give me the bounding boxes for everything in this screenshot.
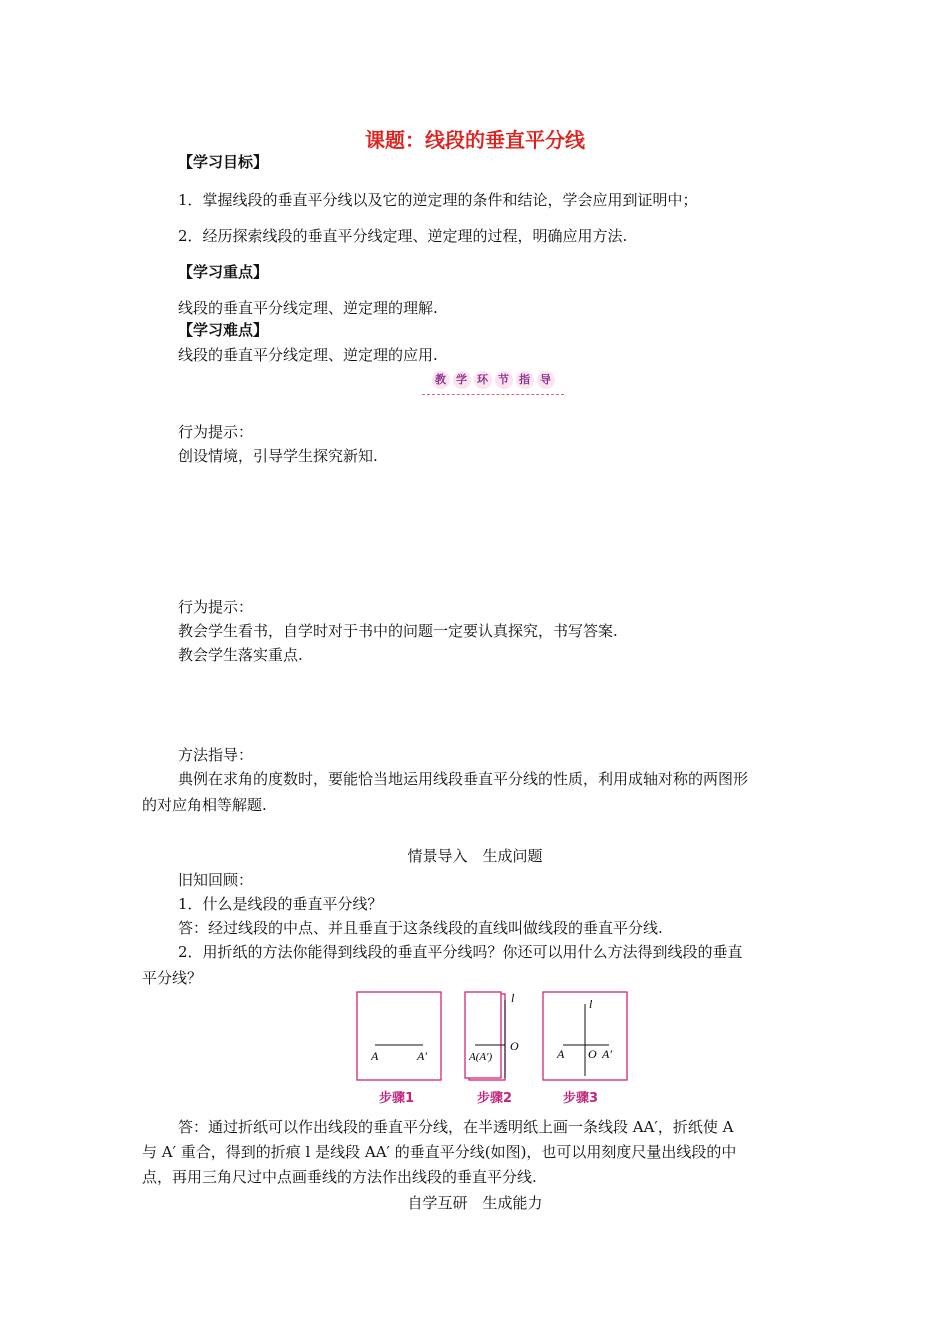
banner-char: 导 [537,371,555,389]
focus-header: 【学习重点】 [178,263,269,281]
step2-caption: 步骤2 [477,1091,513,1106]
goals-header: 【学习目标】 [178,153,269,171]
step1-label-a-prime: A′ [417,1049,427,1063]
review-a1: 答：经过线段的中点、并且垂直于这条线段的直线叫做线段的垂直平分线. [178,919,663,937]
page-title: 课题：线段的垂直平分线 [365,128,585,152]
step2-label-o: O [510,1039,519,1053]
goal-item-1: 1．掌握线段的垂直平分线以及它的逆定理的条件和结论，学会应用到证明中； [178,191,698,209]
method-line1: 典例在求角的度数时，要能恰当地运用线段垂直平分线的性质，利用成轴对称的两图形 [178,770,749,788]
hint2-line1: 教会学生看书，自学时对于书中的问题一定要认真探究，书写答案. [178,622,618,640]
teaching-guide-banner [422,371,564,397]
step1-label-a: A [371,1049,379,1063]
review-q2-line2: 平分线？ [142,969,203,987]
method-label: 方法指导： [178,746,254,764]
banner-char: 教 [432,371,450,389]
hint1-label: 行为提示： [178,423,254,441]
step2-paper-front [465,992,501,1078]
review-label: 旧知回顾： [178,871,254,889]
step3-label-a: A [557,1047,565,1061]
section-intro-heading: 情景导入 生成问题 [407,847,543,865]
step1-paper [357,992,441,1080]
focus-text: 线段的垂直平分线定理、逆定理的理解. [178,299,438,317]
step3-label-o: O [588,1047,597,1061]
review-q2-line1: 2．用折纸的方法你能得到线段的垂直平分线吗？你还可以用什么方法得到线段的垂直 [178,943,743,961]
step3-caption: 步骤3 [563,1091,599,1106]
answer-line2: 与 A′ 重合，得到的折痕 l 是线段 AA′ 的垂直平分线(如图)，也可以用刻度尺量出线段的中 [142,1143,737,1161]
hint1-text: 创设情境，引导学生探究新知. [178,447,378,465]
hint2-label: 行为提示： [178,598,254,616]
paper-folding-figure [355,990,630,1108]
folding-steps-svg [355,990,630,1108]
step3-label-a-prime: A′ [602,1047,612,1061]
review-q1: 1．什么是线段的垂直平分线？ [178,895,383,913]
step2-label-l: l [511,991,515,1005]
step3-label-l: l [589,997,593,1011]
banner-char: 环 [474,371,492,389]
hint2-line2: 教会学生落实重点. [178,646,303,664]
difficulty-text: 线段的垂直平分线定理、逆定理的应用. [178,346,438,364]
banner-char: 指 [516,371,534,389]
step2-label-a-pair: A(A′) [469,1051,493,1063]
method-line2: 的对应角相等解题. [142,796,267,814]
banner-char: 学 [453,371,471,389]
banner-char: 节 [495,371,513,389]
answer-line3: 点，再用三角尺过中点画垂线的方法作出线段的垂直平分线. [142,1168,537,1186]
answer-line1: 答：通过折纸可以作出线段的垂直平分线，在半透明纸上画一条线段 AA′，折纸使 A [178,1118,734,1136]
banner-divider [422,394,564,395]
step1-caption: 步骤1 [379,1091,415,1106]
goal-item-2: 2．经历探索线段的垂直平分线定理、逆定理的过程，明确应用方法. [178,227,628,245]
difficulty-header: 【学习难点】 [178,321,269,339]
section-self-study-heading: 自学互研 生成能力 [407,1194,543,1212]
